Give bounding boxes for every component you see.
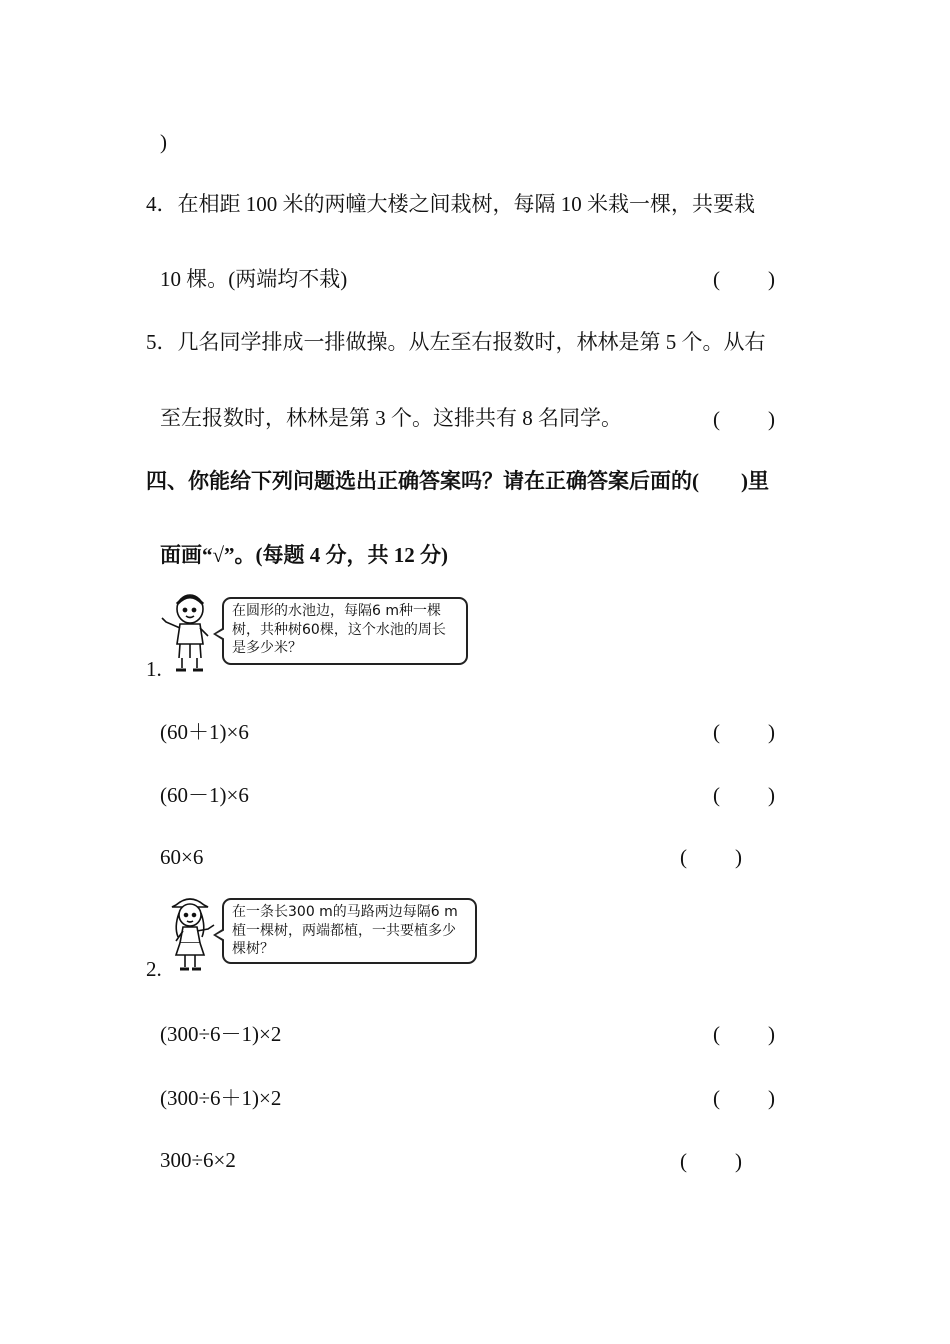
paren-close: ) [768,783,775,807]
q2-option-c: 300÷6×2 [160,1148,236,1172]
paren-close: ) [735,1149,742,1173]
q1-option-c-box[interactable] [680,844,742,870]
paren-close: ) [768,1022,775,1046]
q1-option-b-box[interactable] [713,782,775,808]
paren-open: ( [713,267,720,291]
q2-option-a-box[interactable] [713,1021,775,1047]
q2-option-c-box[interactable] [680,1148,742,1174]
q1-speech-bubble: 在圆形的水池边，每隔6 m种一棵树，共种树60棵，这个水池的周长是多少米？ [222,597,468,665]
q5-line2: 至左报数时，林林是第 3 个。这排共有 8 名同学。 [160,406,622,430]
q2-speech-bubble: 在一条长300 m的马路两边每隔6 m植一棵树，两端都植，一共要植多少棵树？ [222,898,477,964]
q2-number: 2. [146,957,162,981]
q4-line2: 10 棵。(两端均不栽) [160,267,348,291]
paren-close: ) [768,407,775,431]
paren-open: ( [680,845,687,869]
paren-close: ) [768,267,775,291]
paren-open: ( [713,1022,720,1046]
boy-icon [160,592,216,674]
paren-close: ) [768,1086,775,1110]
q5-answer-box[interactable] [713,406,775,432]
q4-answer-box[interactable] [713,266,775,292]
q1-option-b: (60－1)×6 [160,783,249,807]
paren-open: ( [713,1086,720,1110]
paren-close: ) [768,720,775,744]
q2-option-b-box[interactable] [713,1085,775,1111]
q2-option-a: (300÷6－1)×2 [160,1022,282,1046]
section4-title-line1: 四、你能给下列问题选出正确答案吗？请在正确答案后面的( )里 [146,469,769,493]
girl-icon [162,893,218,975]
q1-option-c: 60×6 [160,845,204,869]
paren-close: ) [735,845,742,869]
paren-open: ( [713,407,720,431]
section4-title-line2: 面画“√”。(每题 4 分，共 12 分) [160,543,449,567]
continued-paren: ) [160,130,167,154]
q1-number: 1. [146,657,162,681]
q1-option-a-box[interactable] [713,719,775,745]
paren-open: ( [680,1149,687,1173]
paren-open: ( [713,783,720,807]
q1-option-a: (60＋1)×6 [160,720,249,744]
q5-line1: 5．几名同学排成一排做操。从左至右报数时，林林是第 5 个。从右 [146,330,766,354]
paren-open: ( [713,720,720,744]
q2-option-b: (300÷6＋1)×2 [160,1086,282,1110]
q4-line1: 4．在相距 100 米的两幢大楼之间栽树，每隔 10 米栽一棵，共要栽 [146,192,755,216]
